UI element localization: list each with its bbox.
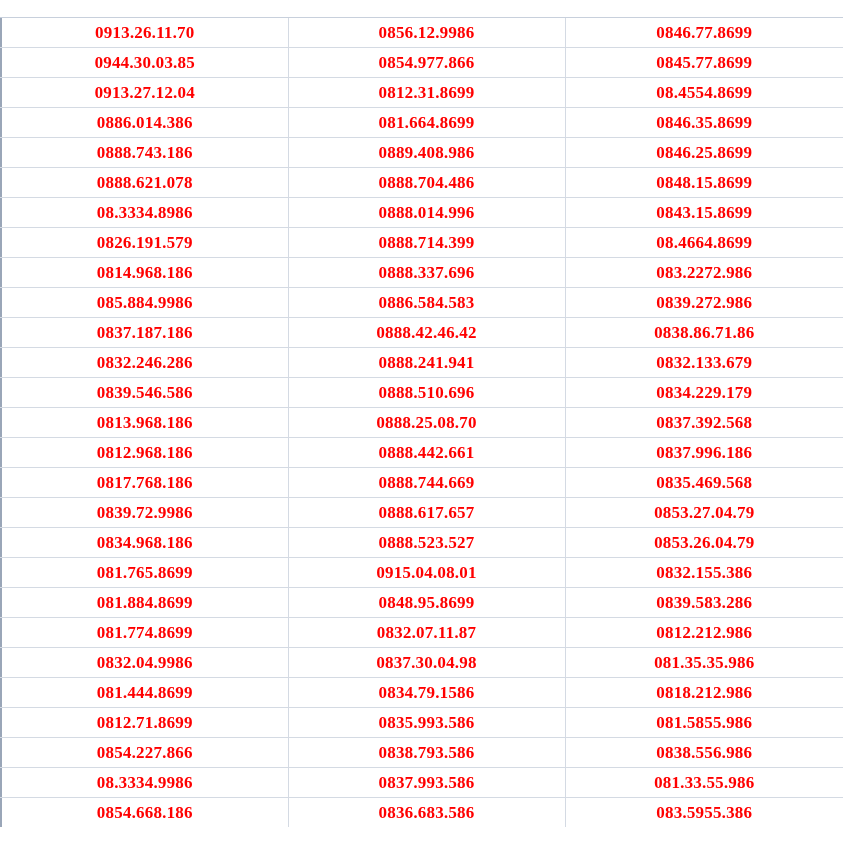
- table-row: [0, 468, 843, 498]
- table-cell[interactable]: 08.3334.9986: [0, 768, 288, 798]
- table-cell[interactable]: 0854.668.186: [0, 798, 288, 828]
- table-cell[interactable]: 0888.523.527: [288, 528, 565, 558]
- table-cell[interactable]: 0812.71.8699: [0, 708, 288, 738]
- table-row: [0, 408, 843, 438]
- table-cell[interactable]: 0913.26.11.70: [0, 18, 288, 48]
- table-cell[interactable]: 0813.968.186: [0, 408, 288, 438]
- table-row: [0, 738, 843, 768]
- table-row: [0, 618, 843, 648]
- table-row: [0, 198, 843, 228]
- table-cell[interactable]: 0856.12.9986: [288, 18, 565, 48]
- table-cell[interactable]: 0837.996.186: [565, 438, 843, 468]
- table-cell[interactable]: 0846.77.8699: [565, 18, 843, 48]
- table-cell[interactable]: 0888.744.669: [288, 468, 565, 498]
- table-cell[interactable]: 0888.743.186: [0, 138, 288, 168]
- table-cell[interactable]: 0814.968.186: [0, 258, 288, 288]
- table-cell[interactable]: 0832.133.679: [565, 348, 843, 378]
- table-row: [0, 588, 843, 618]
- table-cell[interactable]: 0848.15.8699: [565, 168, 843, 198]
- table-cell[interactable]: 0812.31.8699: [288, 78, 565, 108]
- table-cell[interactable]: 0839.72.9986: [0, 498, 288, 528]
- table-cell[interactable]: 0853.26.04.79: [565, 528, 843, 558]
- table-row: [0, 18, 843, 48]
- spreadsheet-grid: [0, 17, 843, 828]
- table-cell[interactable]: 0838.556.986: [565, 738, 843, 768]
- table-cell[interactable]: 0888.704.486: [288, 168, 565, 198]
- table-cell[interactable]: 0832.04.9986: [0, 648, 288, 678]
- table-cell[interactable]: 08.3334.8986: [0, 198, 288, 228]
- table-cell[interactable]: 0839.546.586: [0, 378, 288, 408]
- table-cell[interactable]: 0886.584.583: [288, 288, 565, 318]
- table-row: [0, 168, 843, 198]
- table-cell[interactable]: 0888.337.696: [288, 258, 565, 288]
- table-cell[interactable]: 0834.968.186: [0, 528, 288, 558]
- table-cell[interactable]: 0812.212.986: [565, 618, 843, 648]
- table-cell[interactable]: 0888.510.696: [288, 378, 565, 408]
- table-cell[interactable]: 0826.191.579: [0, 228, 288, 258]
- table-cell[interactable]: 081.884.8699: [0, 588, 288, 618]
- table-row: [0, 318, 843, 348]
- table-cell[interactable]: 081.35.35.986: [565, 648, 843, 678]
- table-row: [0, 558, 843, 588]
- table-row: [0, 708, 843, 738]
- table-cell[interactable]: 0812.968.186: [0, 438, 288, 468]
- table-cell[interactable]: 081.774.8699: [0, 618, 288, 648]
- table-cell[interactable]: 0837.187.186: [0, 318, 288, 348]
- table-cell[interactable]: 083.2272.986: [565, 258, 843, 288]
- table-cell[interactable]: 0854.977.866: [288, 48, 565, 78]
- table-cell[interactable]: 0818.212.986: [565, 678, 843, 708]
- table-cell[interactable]: 083.5955.386: [565, 798, 843, 828]
- table-row: [0, 648, 843, 678]
- table-cell[interactable]: 0888.714.399: [288, 228, 565, 258]
- table-cell[interactable]: 081.444.8699: [0, 678, 288, 708]
- table-row: [0, 78, 843, 108]
- table-cell[interactable]: 081.33.55.986: [565, 768, 843, 798]
- table-cell[interactable]: 0889.408.986: [288, 138, 565, 168]
- table-row: [0, 108, 843, 138]
- table-cell[interactable]: 0846.25.8699: [565, 138, 843, 168]
- table-cell[interactable]: 0832.246.286: [0, 348, 288, 378]
- table-cell[interactable]: 0915.04.08.01: [288, 558, 565, 588]
- table-cell[interactable]: 0888.442.661: [288, 438, 565, 468]
- table-cell[interactable]: 0839.583.286: [565, 588, 843, 618]
- table-cell[interactable]: 0834.229.179: [565, 378, 843, 408]
- table-cell[interactable]: 0837.392.568: [565, 408, 843, 438]
- table-cell[interactable]: 0888.42.46.42: [288, 318, 565, 348]
- table-cell[interactable]: 085.884.9986: [0, 288, 288, 318]
- table-row: [0, 138, 843, 168]
- table-cell[interactable]: 08.4664.8699: [565, 228, 843, 258]
- table-body: [0, 18, 843, 828]
- table-row: [0, 798, 843, 828]
- table-cell[interactable]: 0888.014.996: [288, 198, 565, 228]
- table-cell[interactable]: 0838.86.71.86: [565, 318, 843, 348]
- table-cell[interactable]: 0848.95.8699: [288, 588, 565, 618]
- table-row: [0, 498, 843, 528]
- table-row: [0, 528, 843, 558]
- table-cell[interactable]: 0854.227.866: [0, 738, 288, 768]
- table-cell[interactable]: 0837.993.586: [288, 768, 565, 798]
- table-cell[interactable]: 081.765.8699: [0, 558, 288, 588]
- table-cell[interactable]: 081.5855.986: [565, 708, 843, 738]
- table-cell[interactable]: 0843.15.8699: [565, 198, 843, 228]
- table-row: [0, 228, 843, 258]
- table-cell[interactable]: 0832.07.11.87: [288, 618, 565, 648]
- table-row: [0, 288, 843, 318]
- table-cell[interactable]: 0835.993.586: [288, 708, 565, 738]
- table-cell[interactable]: 0888.241.941: [288, 348, 565, 378]
- table-row: [0, 678, 843, 708]
- table-cell[interactable]: 08.4554.8699: [565, 78, 843, 108]
- table-cell[interactable]: 0888.621.078: [0, 168, 288, 198]
- table-row: [0, 768, 843, 798]
- table-cell[interactable]: 0853.27.04.79: [565, 498, 843, 528]
- table-cell[interactable]: 0845.77.8699: [565, 48, 843, 78]
- table-row: [0, 48, 843, 78]
- table-row: [0, 378, 843, 408]
- table-cell[interactable]: 0888.617.657: [288, 498, 565, 528]
- table-cell[interactable]: 0836.683.586: [288, 798, 565, 828]
- table-row: [0, 348, 843, 378]
- table-cell[interactable]: 0835.469.568: [565, 468, 843, 498]
- table-cell[interactable]: 0846.35.8699: [565, 108, 843, 138]
- phone-number-table: [0, 18, 843, 828]
- table-cell[interactable]: 0817.768.186: [0, 468, 288, 498]
- table-cell[interactable]: 0888.25.08.70: [288, 408, 565, 438]
- table-cell[interactable]: 0839.272.986: [565, 288, 843, 318]
- table-cell[interactable]: 0834.79.1586: [288, 678, 565, 708]
- table-cell[interactable]: 0837.30.04.98: [288, 648, 565, 678]
- table-cell[interactable]: 0944.30.03.85: [0, 48, 288, 78]
- table-cell[interactable]: 0832.155.386: [565, 558, 843, 588]
- table-row: [0, 438, 843, 468]
- table-cell[interactable]: 0886.014.386: [0, 108, 288, 138]
- table-cell[interactable]: 0838.793.586: [288, 738, 565, 768]
- table-row: [0, 258, 843, 288]
- table-cell[interactable]: 0913.27.12.04: [0, 78, 288, 108]
- sheet-empty-area: [0, 827, 843, 843]
- table-cell[interactable]: 081.664.8699: [288, 108, 565, 138]
